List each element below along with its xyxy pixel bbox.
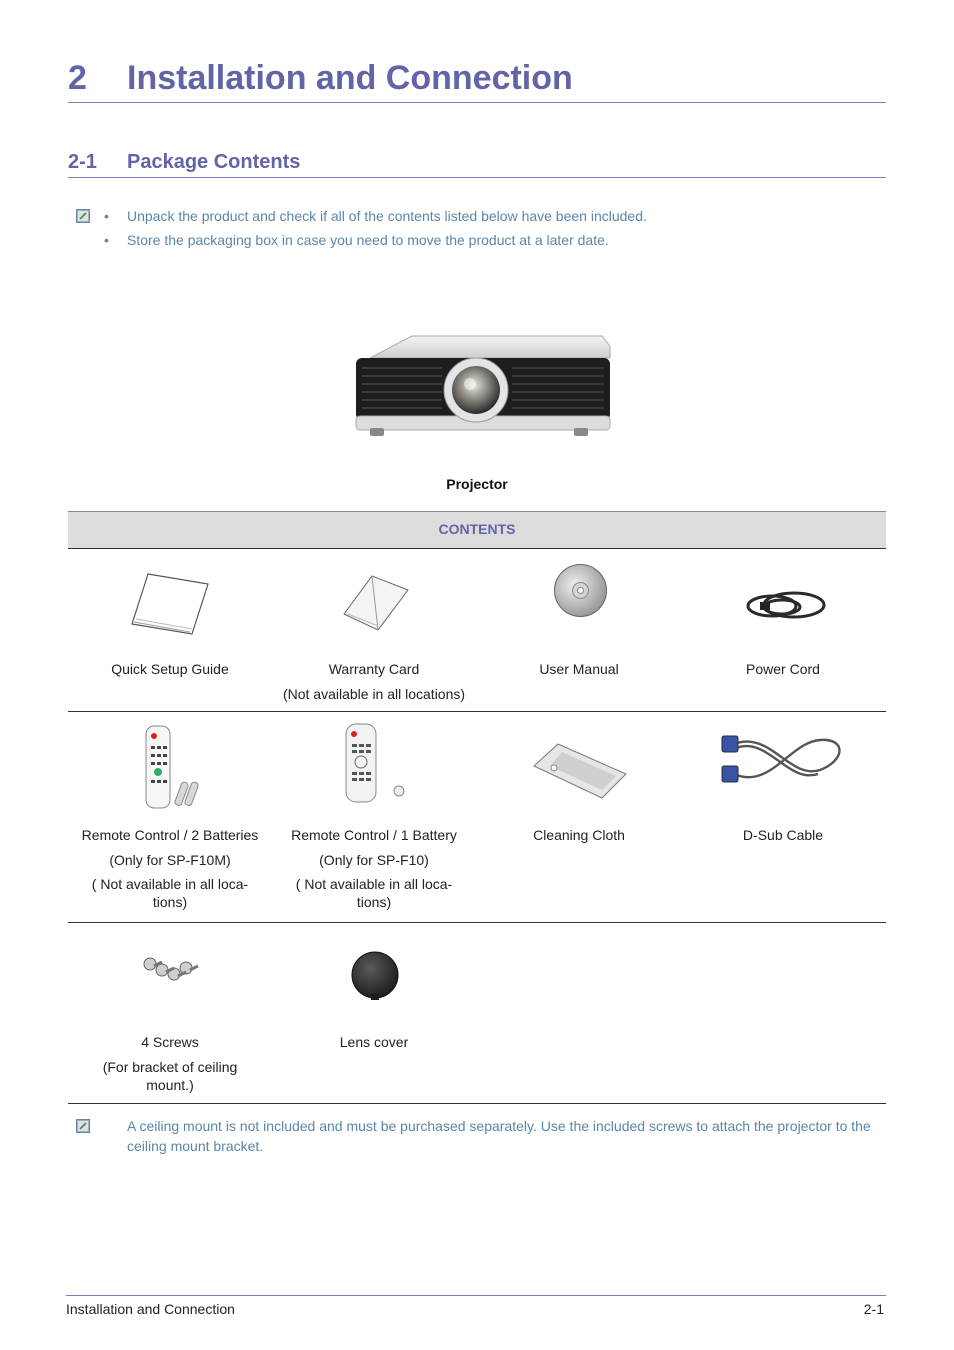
d-sub-cable-image — [720, 730, 846, 792]
power-cord-image — [742, 588, 830, 624]
bullet-marker: • — [104, 208, 109, 224]
item-model-note: (Only for SP-F10) — [319, 852, 429, 868]
item-quick-setup-guide — [68, 661, 272, 677]
ceiling-mount-note: A ceiling mount is not included and must be purchased separately. Use the included screws to attach the projector to the ceiling mount bracket. — [127, 1118, 871, 1154]
section-number: 2-1 — [68, 151, 97, 173]
item-note: (Not available in all locations) — [282, 686, 466, 702]
quick-setup-guide-image — [130, 572, 210, 638]
item-remote-control-1-battery — [272, 827, 476, 910]
item-label: Remote Control / 1 Battery — [291, 827, 457, 843]
contents-table-header: CONTENTS — [68, 511, 886, 549]
item-label: Cleaning Cloth — [533, 827, 625, 843]
note-icon — [76, 209, 90, 223]
note-line-1: Unpack the product and check if all of the contents listed below have been included. — [127, 208, 647, 224]
item-label: User Manual — [539, 661, 619, 677]
item-label: Remote Control / 2 Batteries — [81, 827, 259, 843]
item-availability-note: ( Not available in all loca- — [295, 876, 453, 892]
note-icon — [76, 1119, 90, 1133]
item-availability-note: ( Not available in all loca- — [91, 876, 249, 892]
footer-divider — [66, 1295, 886, 1296]
item-availability-note-cont: tions) — [356, 894, 392, 910]
cleaning-cloth-image — [532, 742, 628, 800]
screws-image — [140, 952, 202, 986]
item-cleaning-cloth — [477, 827, 681, 843]
item-remote-control-2-batteries — [68, 827, 272, 910]
item-label: D-Sub Cable — [742, 827, 824, 843]
item-note: (For bracket of ceiling — [102, 1059, 238, 1075]
item-availability-note-cont: tions) — [152, 894, 188, 910]
note-line-2: Store the packaging box in case you need to move the product at a later date. — [127, 232, 609, 248]
item-note-cont: mount.) — [146, 1077, 194, 1093]
user-manual-cd-image — [553, 563, 608, 618]
item-model-note: (Only for SP-F10M) — [109, 852, 231, 868]
item-d-sub-cable — [681, 827, 885, 843]
item-label: Power Cord — [746, 661, 820, 677]
item-label: Quick Setup Guide — [111, 661, 229, 677]
item-user-manual — [477, 661, 681, 677]
section-title-text: Package Contents — [127, 151, 301, 173]
bullet-marker: • — [104, 232, 109, 248]
warranty-card-image — [342, 574, 410, 632]
row-divider — [68, 922, 886, 923]
chapter-title — [68, 56, 886, 103]
row-divider — [68, 711, 886, 712]
projector-image — [352, 328, 614, 458]
remote-control-2-batteries-image — [142, 724, 200, 810]
row-divider — [68, 1103, 886, 1104]
lens-cover-image — [350, 950, 400, 1002]
footer-page-number: 2-1 — [863, 1301, 884, 1317]
item-label: Warranty Card — [328, 661, 420, 677]
item-lens-cover — [272, 1034, 476, 1050]
item-label: 4 Screws — [141, 1034, 199, 1050]
item-screws — [68, 1034, 272, 1093]
footer-chapter-name: Installation and Connection — [66, 1301, 235, 1317]
item-power-cord — [681, 661, 885, 677]
chapter-title-text: Installation and Connection — [127, 59, 573, 97]
remote-control-1-battery-image — [342, 722, 408, 804]
section-title — [68, 148, 886, 178]
chapter-number: 2 — [68, 59, 87, 97]
projector-caption: Projector — [446, 476, 508, 492]
item-warranty-card — [272, 661, 476, 702]
item-label: Lens cover — [339, 1034, 409, 1050]
